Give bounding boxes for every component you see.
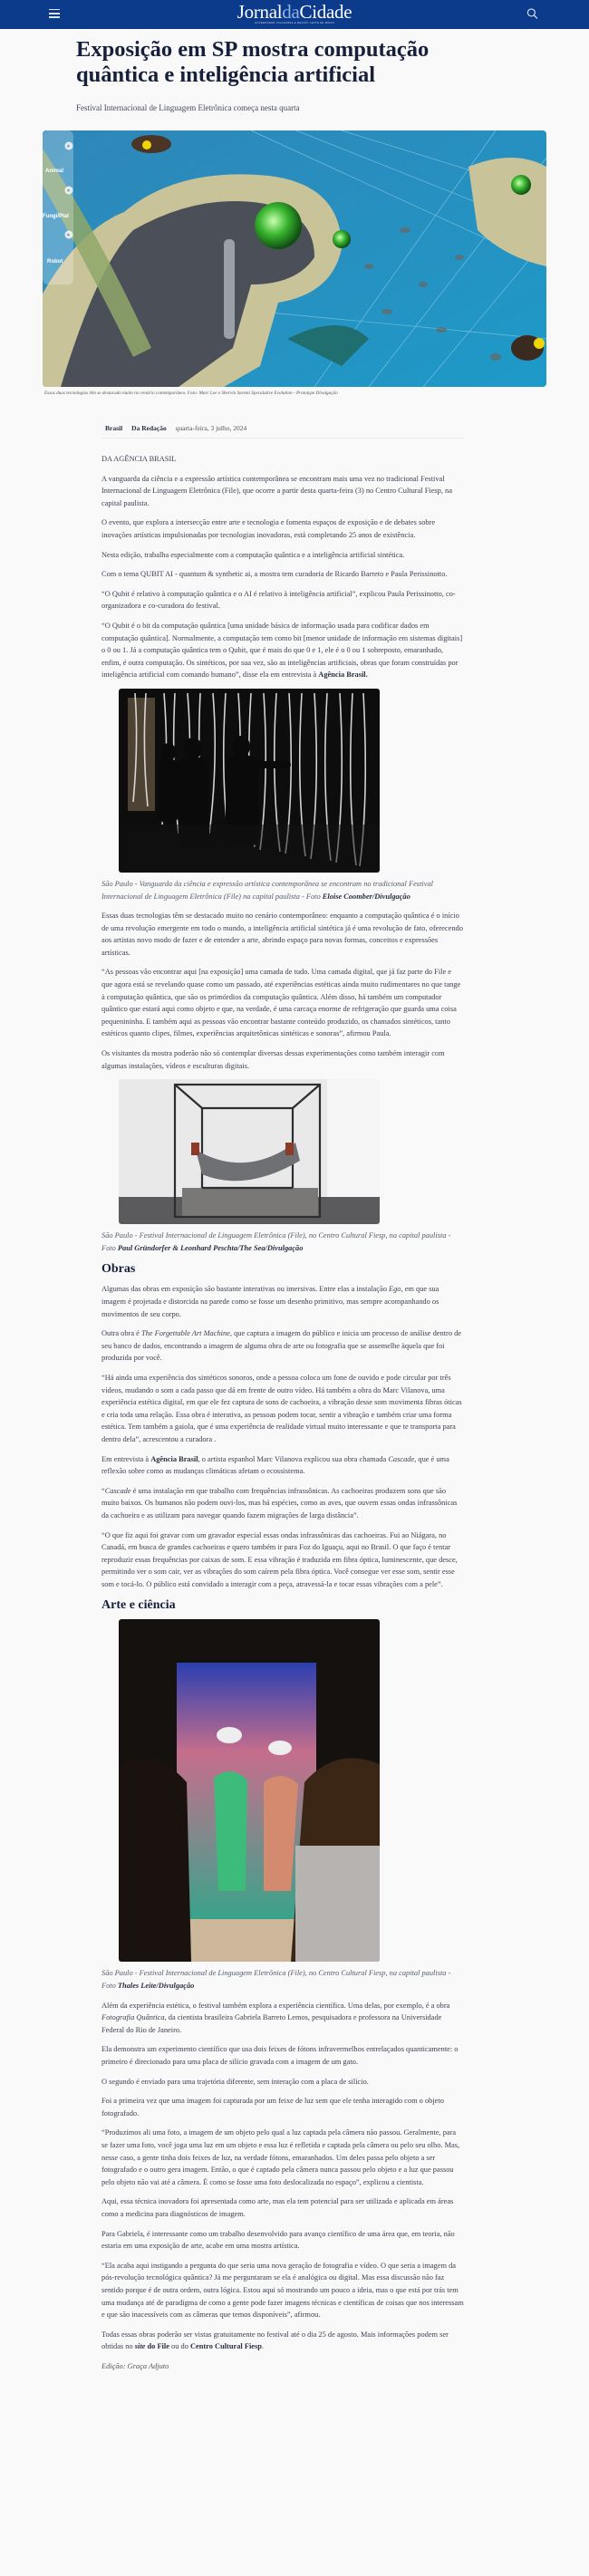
- fiesp-link[interactable]: Centro Cultural Fiesp: [189, 2342, 262, 2351]
- agencia-brasil-link[interactable]: Agência Brasil.: [318, 671, 368, 680]
- paragraph: Os visitantes da mostra poderão não só contemplar diversas dessas experimentações como também interagir com algumas instalações, vídeos e esculturas digitais.: [101, 1049, 445, 1070]
- section-heading-arte-ciencia: Arte e ciência: [101, 1598, 176, 1613]
- paragraph: A vanguarda da ciência e a expressão artística contemporânea se encontram mais uma vez no tradicional Festival Internacional de Linguagem Eletrônica (File), que ocorre a partir desta quarta-feira (3) no Centro Cultural Fiesp, na capital paulista.: [101, 474, 452, 507]
- hero-image: [43, 130, 546, 387]
- paragraph: [101, 1485, 464, 1522]
- link-text[interactable]: site: [134, 2342, 146, 2351]
- work-title: Cascade: [104, 1486, 131, 1495]
- paragraph: “Há ainda uma experiência dos sintéticos sonoros, onde a pessoa coloca um fone de ouvido e pode circular por três vídeos, mudando o som a cada passo que dá em frente de outro vídeo. Há também a obra do Marc Vilanova, uma experiência estética digital, em que ele fez captura de sons de cachoeira, a vibração desse som movimenta fibras óticas e cria toda uma relação. Essa obra é interativa, as pessoas podem tocar, sentir a vibração e também criar uma forma estética. Tem também a gaiola, que é uma experiência de realidade virtual muito interessante e que te transporta para dentro dela”, acrescentou a curadora .: [101, 1373, 462, 1443]
- photo-fiber-installation: [119, 689, 380, 873]
- source-line: DA AGÊNCIA BRASIL: [101, 455, 177, 463]
- paragraph-text: Em entrevista à: [101, 1454, 151, 1463]
- agencia-brasil-link[interactable]: Agência Brasil: [150, 1454, 198, 1463]
- logo-name-part1: Jornal: [237, 1, 283, 23]
- paragraph: Aqui, essa técnica inovadora foi apresentada como arte, mas ela tem potencial para ser utilizada e aplicada em áreas como a medicina para diagnósticos de imagem.: [101, 2197, 454, 2218]
- photo-credit: Thales Leite/Divulgação: [117, 1982, 195, 1991]
- photo-credit: Paul Gründorfer & Leonhard Peschta/The Sea/Divulgação: [117, 1243, 304, 1252]
- paragraph: Essas duas tecnologias têm se destacado muito no cenário contemporâneo: enquanto a computação quântica é o início de uma revolução emergente em todo o mundo, a inteligência artificial sintética já é uma revolução de fato, oferecendo aos artistas novo modo de fazer e de entender a arte, abrindo espaço para novas formas, conceitos e expressões artísticas.: [101, 912, 463, 957]
- file-site-link[interactable]: [135, 2342, 169, 2350]
- svg-text:×: ×: [67, 144, 70, 150]
- svg-text:×: ×: [67, 233, 70, 238]
- caption-text: São Paulo - Festival Internacional de Linguagem Eletrônica (File), no Centro Cultural Fiesp, na capital paulista - Foto: [101, 1231, 451, 1252]
- work-title: The Forgettable Art Machine: [140, 1329, 230, 1338]
- svg-text:×: ×: [67, 188, 70, 194]
- paragraph-text: “O Qubit é o bit da computação quântica [uma unidade básica de informação usada para codificar dados em computação quântica]. Normalmente, a computação tem como bit [menor unidade de informação em sistemas digitais] o 0 ou 1. Já a computação quântica tem o Qubit, que é mais do que 0 e 1, ele é o 0 ou 1 sobreposto, emaranhado, enfim, é outra computação. Os sintéticos, por sua vez, são as inteligências artificiais, obras que foram construídas por inteligência artificial com comando humano”, disse ela em entrevista à: [101, 621, 463, 680]
- article-body: [101, 453, 464, 2380]
- hero-label-robot: Robot: [47, 259, 63, 265]
- work-title: Fotografia Quântica: [101, 2013, 165, 2022]
- work-title: Ego: [389, 1285, 401, 1294]
- paragraph: Foi a primeira vez que uma imagem foi capturada por um feixe de luz sem que ele tenha interagido com o objeto fotografado.: [101, 2097, 444, 2118]
- paragraph: “O que fiz aqui foi gravar com um gravador especial essas ondas infrassônicas das cachoeiras. Fui ao Niágara, no Canadá, em busca de grandes cachoeiras e quero também ir para Foz do Iguaçu, aqui no Brasil. O que faço é tentar reproduzir essas frequências por caixas de som. E essa vibração é traduzida em fibra óptica, luminescente, que desce, permitindo ver o som cair, ver as vibrações do som caírem pela fibra óptica. Você consegue ver esse som, sentir esse som e tocá-lo. O público está convidado a interagir com a peça, atravessá-la e tocar essas vibrações com a pele”.: [101, 1530, 458, 1588]
- photo-caption: [101, 878, 464, 902]
- category-link[interactable]: Brasil: [105, 424, 123, 432]
- paragraph: [101, 2000, 464, 2037]
- search-icon[interactable]: [526, 7, 538, 20]
- work-title: Cascade: [388, 1454, 415, 1463]
- paragraph-text: , o artista espanhol Marc Vilanova explicou sua obra chamada: [198, 1454, 389, 1463]
- caption-text: São Paulo - Festival Internacional de Linguagem Eletrônica (File), no Centro Cultural Fiesp, na capital paulista - Foto: [101, 1969, 451, 1991]
- logo-tagline: GOVERNADOR VALADARES E REGIÃO LESTE DE MINAS: [255, 22, 334, 24]
- photo-projection-artwork: [119, 1619, 380, 1962]
- hamburger-menu-icon[interactable]: [49, 9, 60, 18]
- paragraph: O evento, que explora a intersecção entre arte e tecnologia e fomenta espaços de exposição e de debates sobre inovações artísticas impulsionadas por tecnologias inovadoras, está completando 25 anos de existência.: [101, 518, 436, 539]
- paragraph: Nesta edição, trabalha especialmente com a computação quântica e a inteligência artificial sintética.: [101, 550, 405, 559]
- paragraph-text: Todas essas obras poderão ser vistas gratuitamente no festival até o dia 25 de agosto. Mais informações podem ser obtidas no: [101, 2330, 449, 2351]
- paragraph-text: , que é uma reflexão sobre como as mudanças climáticas afetam o ecossistema.: [101, 1454, 449, 1476]
- paragraph: Com o tema QUBIT AI - quantum & synthetic ai, a mostra tem curadoria de Ricardo Barreto e Paula Perissinotto.: [101, 570, 448, 579]
- photo-credit: Eloise Coomber/Divulgação: [322, 892, 410, 901]
- hero-label-animal: Animal: [45, 169, 64, 174]
- section-heading-obras: Obras: [101, 1262, 136, 1277]
- paragraph-text: Além da experiência estética, o festival também explora a experiência científica. Uma delas, por exemplo, é a obra: [101, 2001, 450, 2010]
- paragraph: [101, 1283, 464, 1320]
- site-logo[interactable]: [181, 2, 408, 25]
- paragraph-text: ou do: [169, 2342, 190, 2351]
- paragraph: “Ela acaba aqui instigando a pergunta do que seria uma nova geração de fotografia e vídeo. O que seria a imagem da pós-revolução tecnológica quântica? Já me perguntaram se ela é analógica ou digital. Mas essa discussão não faz sentido porque é de outra ordem, outra lógica. Estou aqui só mostrando um pouco a ideia, mas o que está por trás tem uma mudança até de paradigma de como a gente pode fazer imagens técnicas e científicas de coisas que nos interessam e que são inacessíveis com as câmeras que temos disponíveis”, afirmou.: [101, 2261, 464, 2320]
- paragraph: “O Qubit é relativo à computação quântica e o AI é relativo à inteligência artificial”, explicou Paula Perissinotto, co-organizadora e co-curadora do festival.: [101, 589, 456, 611]
- paragraph-text: Outra obra é: [101, 1329, 141, 1338]
- editor-credit: Edição: Graça Adjuto: [101, 2361, 169, 2370]
- paragraph: “Produzimos ali uma foto, a imagem de um objeto pelo qual a luz captada pela câmera não passou. Geralmente, para se fazer uma foto, você joga uma luz em um objeto e essa luz é refletida e captada pela câmera ou pelo seu olho. Mas, nesse caso, a gente tinha dois feixes de luz, na verdade fótons, emaranhados. Um deles passa pelo objeto a ser fotografado e o outro gera imagem. Então, o que é captado pela câmera nunca passou pelo objeto e a luz que passou pelo objeto não vai até a câmera. É como se fosse uma foto deslocalizada no espaço”, explicou a cientista.: [101, 2128, 460, 2186]
- paragraph: [101, 2329, 464, 2353]
- paragraph-text: Algumas das obras em exposição são bastante interativas ou imersivas. Entre elas a instalação: [101, 1285, 389, 1294]
- publish-date: quarta-feira, 3 julho, 2024: [175, 424, 247, 432]
- top-navigation-bar: [0, 0, 589, 29]
- paragraph: [101, 1453, 464, 1478]
- paragraph-text: , da cientista brasileira Gabriela Barreto Lemos, pesquisadora e professora na Universidade Federal do Rio de Janeiro.: [101, 2013, 442, 2034]
- paragraph: Ela demonstra um experimento científico que usa dois feixes de fótons infravermelhos entrelaçados quanticamente: o primeiro é direcionado para uma placa de silício gravada com a imagem de um gato.: [101, 2045, 459, 2067]
- hero-label-fungi: Fungi/Plat: [43, 214, 69, 219]
- paragraph-text: .: [261, 2342, 265, 2351]
- author-link[interactable]: Da Redação: [131, 424, 167, 432]
- photo-caption: [101, 1967, 464, 1992]
- paragraph: [101, 1327, 464, 1365]
- paragraph-text: “: [101, 1486, 105, 1495]
- logo-name-part2: da: [282, 1, 300, 23]
- paragraph: [101, 620, 464, 681]
- link-text[interactable]: do File: [145, 2342, 169, 2351]
- article-subtitle: Festival Internacional de Linguagem Eletrônica começa nesta quarta: [76, 103, 300, 112]
- hero-caption: Essas duas tecnologias têm se destacado muito no cenário contemporâneo. Foto: Marc Lee e Shervin Saremi Speculative Evolution - Prototype Divulgação: [44, 391, 338, 396]
- paragraph-text: é uma instalação em que trabalho com frequências infrassônicas. As cachoeiras produzem sons que são muito baixos. Os humanos não podem ouvi-los, mas há espécies, como as aves, que ouvem essas ondas infrassônicas da cachoeira e as utilizam para navegar quando fazem migrações de larga distância”.: [101, 1486, 458, 1520]
- paragraph: O segundo é enviado para uma trajetória diferente, sem interação com a placa de silício.: [101, 2077, 369, 2086]
- article-meta: [101, 419, 464, 439]
- paragraph: Para Gabriela, é interessante como um trabalho desenvolvido para avanço científico de uma área que, em teoria, não estaria em uma exposição de arte, acabe em uma mostra artística.: [101, 2229, 455, 2251]
- paragraph: “As pessoas vão encontrar aqui [na exposição] uma camada de tudo. Uma camada digital, que já faz parte do File e que agora está se revelando quase como um passado, até experiências estéticas ainda muito rudimentares no que tange à computação quântica, que são os primórdios da computação quântica. Além disso, há também um computador quântico que estará aqui como objeto e que, na verdade, é uma carcaça enorme de refrigeração que guarda uma coisa pequenininha. E também aqui as pessoas vão encontrar bastante conteúdo produzido, os chamados sintéticos, tanto estéticos quanto clipes, filmes, experiências arquitetônicas sintéticas e sonoras”, afirmou Paula.: [101, 968, 461, 1038]
- caption-text: São Paulo - Vanguarda da ciência e expressão artística contemporânea se encontram no tradicional Festival Internacional de Linguagem Eletrônica (File) na capital paulista - Foto: [101, 879, 433, 901]
- paragraph-text: , em que sua imagem é projetada e distorcida na parede como se fosse um desenho primitivo, mas sempre acompanhando os movimentos de seu corpo.: [101, 1285, 439, 1318]
- photo-hammock-installation: [119, 1079, 380, 1224]
- article-title: Exposição em SP mostra computação quântica e inteligência artificial: [76, 37, 430, 87]
- photo-caption: [101, 1230, 464, 1254]
- logo-name-part3: Cidade: [299, 1, 352, 23]
- paragraph-text: , que captura a imagem do público e inicia um processo de análise dentro de seu banco de dados, encontrando a imagem de alguma obra de arte ou fotografia que se assemelhe àquela que foi produzida por você.: [101, 1329, 462, 1363]
